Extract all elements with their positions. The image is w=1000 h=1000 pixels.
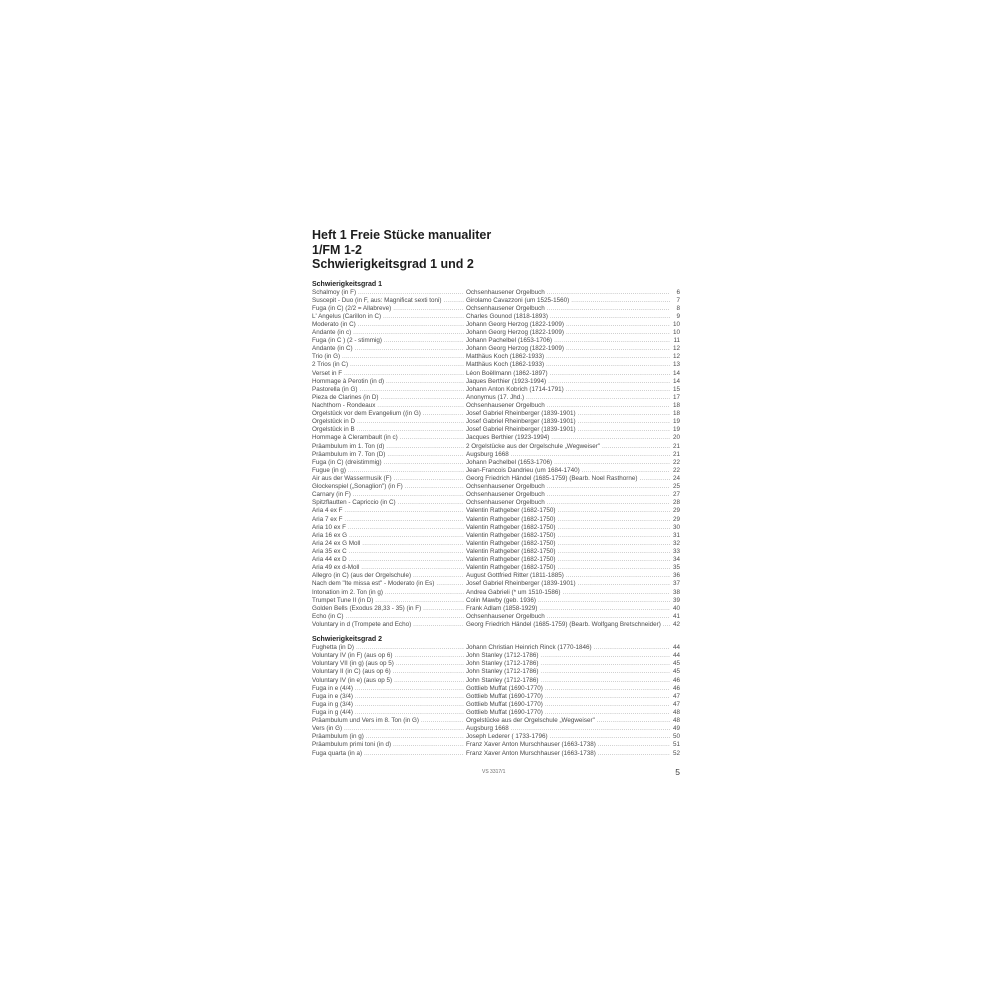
page-ref: 36: [670, 572, 680, 580]
piece-title: Aria 24 ex G Moll .....: [312, 540, 464, 548]
piece-title: Voluntary VII (in g) (aus op 5) .....: [312, 660, 464, 668]
composer-source: Valentin Rathgeber (1682-1750) .....: [466, 564, 671, 572]
composer-source: Ochsenhausener Orgelbuch .....: [466, 289, 671, 297]
page-ref: 11: [670, 337, 680, 345]
toc-row: [312, 475, 680, 483]
composer-source: August Gottfried Ritter (1811-1885) .....: [466, 572, 671, 580]
page-ref: 44: [670, 652, 680, 660]
edition-code: VS 3317/1: [482, 769, 506, 775]
composer-source: Johann Georg Herzog (1822-1909) .....: [466, 329, 671, 337]
piece-title: Aria 10 ex F .....: [312, 524, 464, 532]
toc-row: [312, 337, 680, 345]
toc-row: [312, 750, 680, 758]
toc-row: [312, 443, 680, 451]
piece-title: Schalmoy (in F) .....: [312, 289, 464, 297]
composer-source: Ochsenhausener Orgelbuch .....: [466, 499, 671, 507]
toc-row: [312, 668, 680, 676]
composer-source: Joseph Lederer ( 1733-1796) .....: [466, 733, 671, 741]
composer-source: Frank Adlam (1858-1929) .....: [466, 605, 671, 613]
toc-row: [312, 378, 680, 386]
toc-row: [312, 597, 680, 605]
toc-row: [312, 548, 680, 556]
toc-row: [312, 605, 680, 613]
toc-row: [312, 677, 680, 685]
page-ref: 12: [670, 345, 680, 353]
table-of-contents-list: [312, 644, 680, 758]
composer-source: Georg Friedrich Händel (1685-1759) (Bearb. Noel Rasthorne) .....: [466, 475, 671, 483]
toc-row: [312, 524, 680, 532]
piece-title: Glockenspiel („Sonaglion") (in F) .....: [312, 483, 464, 491]
piece-title: Voluntary in d (Trompete and Echo) .....: [312, 621, 464, 629]
toc-row: [312, 652, 680, 660]
page-subtitle-code: 1/FM 1-2: [312, 242, 363, 257]
toc-row: [312, 394, 680, 402]
composer-source: Léon Boëllmann (1862-1897) .....: [466, 370, 671, 378]
piece-title: Präambulum im 7. Ton (D) .....: [312, 451, 464, 459]
page-ref: 45: [670, 660, 680, 668]
composer-source: Augsburg 1668 .....: [466, 451, 671, 459]
piece-title: Orgelstück vor dem Evangelium ((in G) .....: [312, 410, 464, 418]
composer-source: Jacques Berthier (1923-1994) .....: [466, 434, 671, 442]
page-ref: 51: [670, 741, 680, 749]
piece-title: Air aus der Wassermusik (F) .....: [312, 475, 464, 483]
toc-row: [312, 329, 680, 337]
composer-source: Ochsenhausener Orgelbuch .....: [466, 613, 671, 621]
toc-row: [312, 467, 680, 475]
page-ref: 28: [670, 499, 680, 507]
toc-row: [312, 507, 680, 515]
page-ref: 29: [670, 516, 680, 524]
piece-title: Hommage à Perotin (in d) .....: [312, 378, 464, 386]
document-page: [312, 228, 680, 758]
toc-row: [312, 589, 680, 597]
page-ref: 31: [670, 532, 680, 540]
page-ref: 24: [670, 475, 680, 483]
page-ref: 12: [670, 353, 680, 361]
page-ref: 14: [670, 378, 680, 386]
piece-title: Fuga quarta (in a) .....: [312, 750, 464, 758]
page-number: 5: [675, 767, 680, 777]
piece-title: Andante (in c) .....: [312, 329, 464, 337]
page-ref: 41: [670, 613, 680, 621]
composer-source: Josef Gabriel Rheinberger (1839-1901) .....: [466, 426, 671, 434]
piece-title: Aria 4 ex F .....: [312, 507, 464, 515]
composer-source: Valentin Rathgeber (1682-1750) .....: [466, 532, 671, 540]
composer-source: John Stanley (1712-1786) .....: [466, 677, 671, 685]
page-ref: 48: [670, 717, 680, 725]
page-ref: 45: [670, 668, 680, 676]
piece-title: Orgelstück in D .....: [312, 418, 464, 426]
piece-title: Moderato (in C) .....: [312, 321, 464, 329]
page-ref: 46: [670, 685, 680, 693]
page-ref: 7: [670, 297, 680, 305]
page-ref: 27: [670, 491, 680, 499]
page-ref: 35: [670, 564, 680, 572]
piece-title: Präambulum im 1. Ton (d) .....: [312, 443, 464, 451]
toc-row: [312, 483, 680, 491]
piece-title: Fuga (in C) (2/2 = Allabreve) .....: [312, 305, 464, 313]
piece-title: Verset in F .....: [312, 370, 464, 378]
toc-row: [312, 386, 680, 394]
composer-source: Valentin Rathgeber (1682-1750) .....: [466, 556, 671, 564]
composer-source: Colin Mawby (geb. 1936) .....: [466, 597, 671, 605]
piece-title: Carnary (in F) .....: [312, 491, 464, 499]
toc-row: [312, 410, 680, 418]
piece-title: Aria 7 ex F .....: [312, 516, 464, 524]
toc-row: [312, 297, 680, 305]
page-ref: 40: [670, 605, 680, 613]
toc-row: [312, 701, 680, 709]
piece-title: Präambulum (in g) .....: [312, 733, 464, 741]
page-ref: 10: [670, 329, 680, 337]
piece-title: Orgelstück in B .....: [312, 426, 464, 434]
piece-title: Trio (in G) .....: [312, 353, 464, 361]
toc-row: [312, 345, 680, 353]
composer-source: 2 Orgelstücke aus der Orgelschule „Wegweiser" .....: [466, 443, 671, 451]
page-ref: 30: [670, 524, 680, 532]
piece-title: Aria 44 ex D .....: [312, 556, 464, 564]
toc-row: [312, 733, 680, 741]
toc-row: [312, 516, 680, 524]
page-ref: 46: [670, 677, 680, 685]
composer-source: John Stanley (1712-1786) .....: [466, 660, 671, 668]
composer-source: Johann Georg Herzog (1822-1909) .....: [466, 345, 671, 353]
toc-row: [312, 426, 680, 434]
page-ref: 15: [670, 386, 680, 394]
toc-row: [312, 321, 680, 329]
page-ref: 19: [670, 418, 680, 426]
piece-title: Aria 35 ex C .....: [312, 548, 464, 556]
composer-source: Franz Xaver Anton Murschhauser (1663-1738) .....: [466, 741, 671, 749]
page-ref: 13: [670, 361, 680, 369]
page-ref: 47: [670, 693, 680, 701]
piece-title: Suscepit - Duo (in F, aus: Magnificat sexti toni) .....: [312, 297, 464, 305]
toc-row: [312, 418, 680, 426]
page-title: Heft 1 Freie Stücke manualiter: [312, 228, 492, 242]
page-ref: 25: [670, 483, 680, 491]
page-ref: 29: [670, 507, 680, 515]
toc-row: [312, 717, 680, 725]
page-ref: 32: [670, 540, 680, 548]
composer-source: Johann Pachelbel (1653-1706) .....: [466, 459, 671, 467]
composer-source: Jean-Francois Dandrieu (um 1684-1740) .....: [466, 467, 671, 475]
piece-title: Pastorella (in G) .....: [312, 386, 464, 394]
page-ref: 21: [670, 443, 680, 451]
composer-source: Johann Georg Herzog (1822-1909) .....: [466, 321, 671, 329]
page-ref: 42: [670, 621, 680, 629]
page-ref: 34: [670, 556, 680, 564]
toc-row: [312, 540, 680, 548]
toc-row: [312, 289, 680, 297]
piece-title: Fuga (in C ) (2 - stimmig) .....: [312, 337, 464, 345]
composer-source: Girolamo Cavazzoni (um 1525-1560) .....: [466, 297, 671, 305]
toc-row: [312, 741, 680, 749]
composer-source: Ochsenhausener Orgelbuch .....: [466, 491, 671, 499]
piece-title: Spitzflautten - Capriccio (in C) .....: [312, 499, 464, 507]
composer-source: Valentin Rathgeber (1682-1750) .....: [466, 540, 671, 548]
composer-source: Ochsenhausener Orgelbuch .....: [466, 305, 671, 313]
section-heading: Schwierigkeitsgrad 1: [312, 280, 383, 288]
page-footer: [312, 767, 680, 779]
composer-source: Charles Gounod (1818-1893) .....: [466, 313, 671, 321]
page-ref: 21: [670, 451, 680, 459]
toc-row: [312, 361, 680, 369]
toc-row: [312, 660, 680, 668]
toc-row: [312, 353, 680, 361]
page-ref: 6: [670, 289, 680, 297]
piece-title: Fuga (in C) (dreistimmig) .....: [312, 459, 464, 467]
page-ref: 10: [670, 321, 680, 329]
page-ref: 52: [670, 750, 680, 758]
composer-source: Ochsenhausener Orgelbuch .....: [466, 483, 671, 491]
page-ref: 14: [670, 370, 680, 378]
composer-source: Johann Pachelbel (1653-1706) .....: [466, 337, 671, 345]
page-ref: 37: [670, 580, 680, 588]
page-ref: 19: [670, 426, 680, 434]
toc-row: [312, 532, 680, 540]
piece-title: Fuga in g (4/4) .....: [312, 709, 464, 717]
page-ref: 20: [670, 434, 680, 442]
piece-title: Aria 49 ex d-Moll .....: [312, 564, 464, 572]
composer-source: Josef Gabriel Rheinberger (1839-1901) .....: [466, 580, 671, 588]
piece-title: Vers (in G) .....: [312, 725, 464, 733]
piece-title: Echo (in C) .....: [312, 613, 464, 621]
page-ref: 48: [670, 709, 680, 717]
toc-row: [312, 693, 680, 701]
page-ref: 49: [670, 725, 680, 733]
piece-title: Fuga in e (3/4) .....: [312, 693, 464, 701]
toc-row: [312, 434, 680, 442]
toc-row: [312, 313, 680, 321]
piece-title: Pieza de Clarines (in D) .....: [312, 394, 464, 402]
toc-row: [312, 725, 680, 733]
page-ref: 50: [670, 733, 680, 741]
toc-row: [312, 572, 680, 580]
composer-source: Johann Christian Heinrich Rinck (1770-1846) .....: [466, 644, 671, 652]
piece-title: Nach dem "Ite missa est" - Moderato (in Es) .....: [312, 580, 464, 588]
composer-source: Matthäus Koch (1862-1933) .....: [466, 353, 671, 361]
page-ref: 47: [670, 701, 680, 709]
piece-title: Nachthorn - Rondeaux .....: [312, 402, 464, 410]
piece-title: Trumpet Tune II (in D) .....: [312, 597, 464, 605]
piece-title: Fughetta (in D) .....: [312, 644, 464, 652]
page-ref: 9: [670, 313, 680, 321]
piece-title: 2 Trios (in C) .....: [312, 361, 464, 369]
page-ref: 39: [670, 597, 680, 605]
piece-title: Aria 16 ex G .....: [312, 532, 464, 540]
toc-row: [312, 564, 680, 572]
piece-title: Intonation im 2. Ton (in g) .....: [312, 589, 464, 597]
composer-source: Johann Anton Kobrich (1714-1791) .....: [466, 386, 671, 394]
composer-source: Orgelstücke aus der Orgelschule „Wegweiser" .....: [466, 717, 671, 725]
composer-source: Gottlieb Muffat (1690-1770) .....: [466, 685, 671, 693]
piece-title: Voluntary IV (in F) (aus op 6) .....: [312, 652, 464, 660]
table-of-contents-list: [312, 289, 680, 630]
page-ref: 22: [670, 467, 680, 475]
page-ref: 22: [670, 459, 680, 467]
composer-source: Valentin Rathgeber (1682-1750) .....: [466, 524, 671, 532]
composer-source: John Stanley (1712-1786) .....: [466, 668, 671, 676]
page-subtitle-level: Schwierigkeitsgrad 1 und 2: [312, 257, 474, 271]
toc-row: [312, 621, 680, 629]
piece-title: Voluntary IV (in e) (aus op 5) .....: [312, 677, 464, 685]
page-ref: 17: [670, 394, 680, 402]
page-ref: 38: [670, 589, 680, 597]
toc-row: [312, 709, 680, 717]
section-heading: Schwierigkeitsgrad 2: [312, 636, 383, 644]
composer-source: Matthäus Koch (1862-1933) .....: [466, 361, 671, 369]
toc-row: [312, 305, 680, 313]
toc-row: [312, 499, 680, 507]
composer-source: Valentin Rathgeber (1682-1750) .....: [466, 548, 671, 556]
composer-source: Ochsenhausener Orgelbuch .....: [466, 402, 671, 410]
piece-title: Allegro (in C) (aus der Orgelschule) .....: [312, 572, 464, 580]
piece-title: Präambulum primi toni (in d) .....: [312, 741, 464, 749]
toc-row: [312, 491, 680, 499]
composer-source: Georg Friedrich Händel (1685-1759) (Bearb. Wolfgang Bretschneider) .....: [466, 621, 671, 629]
toc-row: [312, 459, 680, 467]
composer-source: Anonymus (17. Jhd.) .....: [466, 394, 671, 402]
composer-source: Jaques Berthier (1923-1994) .....: [466, 378, 671, 386]
page-ref: 33: [670, 548, 680, 556]
toc-row: [312, 451, 680, 459]
toc-row: [312, 613, 680, 621]
composer-source: Gottlieb Muffat (1690-1770) .....: [466, 709, 671, 717]
piece-title: L' Angelus (Carillon in C) .....: [312, 313, 464, 321]
page-ref: 8: [670, 305, 680, 313]
piece-title: Hommage à Clerambault (in c) .....: [312, 434, 464, 442]
composer-source: Augsburg 1668 .....: [466, 725, 671, 733]
piece-title: Golden Bells (Exodus 28,33 - 35) (in F) .....: [312, 605, 464, 613]
composer-source: John Stanley (1712-1786) .....: [466, 652, 671, 660]
composer-source: Franz Xaver Anton Murschhauser (1663-1738) .....: [466, 750, 671, 758]
piece-title: Andante (in C) .....: [312, 345, 464, 353]
page-ref: 18: [670, 402, 680, 410]
piece-title: Fuga in e (4/4) .....: [312, 685, 464, 693]
composer-source: Josef Gabriel Rheinberger (1839-1901) .....: [466, 418, 671, 426]
toc-row: [312, 370, 680, 378]
page-ref: 44: [670, 644, 680, 652]
piece-title: Fugue (in g) .....: [312, 467, 464, 475]
piece-title: Präambulum und Vers im 8. Ton (in G) .....: [312, 717, 464, 725]
piece-title: Fuga in g (3/4) .....: [312, 701, 464, 709]
toc-row: [312, 685, 680, 693]
composer-source: Gottlieb Muffat (1690-1770) .....: [466, 693, 671, 701]
toc-row: [312, 402, 680, 410]
toc-row: [312, 580, 680, 588]
piece-title: Voluntary II (in C) (aus op 6) .....: [312, 668, 464, 676]
composer-source: Valentin Rathgeber (1682-1750) .....: [466, 516, 671, 524]
toc-row: [312, 556, 680, 564]
composer-source: Josef Gabriel Rheinberger (1839-1901) .....: [466, 410, 671, 418]
composer-source: Andrea Gabrieli (* um 1510-1586) .....: [466, 589, 671, 597]
page-ref: 18: [670, 410, 680, 418]
composer-source: Valentin Rathgeber (1682-1750) .....: [466, 507, 671, 515]
composer-source: Gottlieb Muffat (1690-1770) .....: [466, 701, 671, 709]
toc-row: [312, 644, 680, 652]
